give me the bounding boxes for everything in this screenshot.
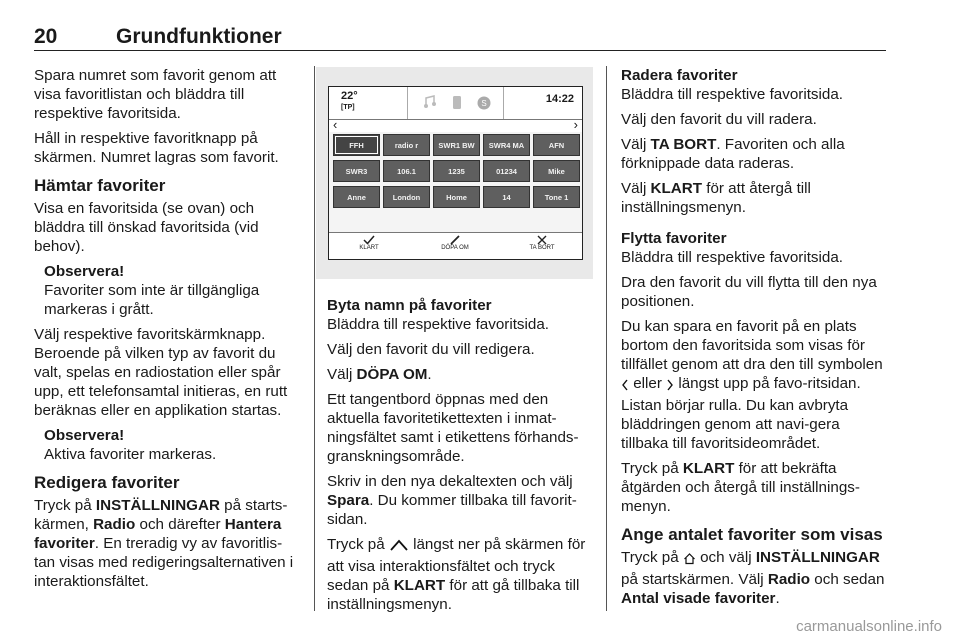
column-left (34, 66, 302, 597)
text-run: Skriv in den nya dekaltexten och välj (327, 473, 573, 490)
svg-text:S: S (481, 99, 487, 108)
section-heading-flytta: Flytta favoriter (621, 230, 727, 247)
note-title: Observera! (44, 427, 125, 444)
text-run: . (427, 366, 432, 383)
text-run: Välj (621, 136, 651, 153)
rename-action[interactable] (425, 235, 485, 251)
page-nav-bar (329, 117, 582, 132)
text-run: . Favoriten och alla förknippade data raderas. (621, 136, 845, 172)
text-run: Du kan spara en favorit på en plats bortom den favoritsida som visas för tillfället genom att dra den till symbolen (621, 318, 883, 373)
term-klart: KLART (393, 577, 446, 594)
term-klart: KLART (650, 180, 703, 197)
favorite-button[interactable]: SWR4 MA (483, 134, 530, 156)
page-header (34, 12, 886, 52)
paragraph (621, 317, 889, 453)
music-icon (423, 95, 437, 114)
paragraph (34, 496, 302, 591)
term-radio: Radio (93, 516, 136, 533)
section-heading-redigera: Redigera favoriter (34, 473, 180, 492)
column-right (621, 66, 889, 614)
paragraph: Håll in respektive favoritknapp på skärmen. Numret lagras som favorit. (34, 130, 279, 166)
paragraph: Visa en favoritsida (se ovan) och bläddra till önskad favoritsida (vid behov). (34, 200, 259, 255)
column-divider (314, 66, 315, 611)
watermark: carmanualsonline.info (796, 618, 942, 635)
divider (407, 87, 408, 119)
rename-label: DÖPA OM (441, 245, 469, 251)
screen-illustration (316, 67, 593, 279)
favorite-button[interactable]: 106.1 (383, 160, 430, 182)
chapter-title: Grundfunktioner (116, 25, 282, 48)
chevron-left-icon[interactable]: ‹ (333, 117, 338, 132)
favorite-button[interactable]: SWR1 BW (433, 134, 480, 156)
paragraph (621, 548, 889, 608)
tp-indicator: [TP] (341, 104, 355, 111)
term-radio: Radio (767, 571, 811, 588)
text-run: och därefter (135, 516, 225, 533)
pencil-icon (449, 235, 461, 245)
note-text: Favoriter som inte är tillgängliga markeras i grått. (44, 282, 260, 318)
text-run: Tryck på (327, 536, 389, 553)
term-hantera-favoriter: Hantera favoriter (34, 516, 282, 552)
interaction-bar (329, 232, 582, 259)
page-number: 20 (34, 25, 58, 48)
chevron-left-icon (621, 377, 629, 396)
favorite-button[interactable]: Anne (333, 186, 380, 208)
term-antal-visade-favoriter: Antal visade favoriter (621, 590, 776, 607)
chevron-up-icon (389, 538, 409, 557)
term-dopa-om: DÖPA OM (356, 366, 428, 383)
paragraph: Välj den favorit du vill radera. (621, 111, 817, 128)
favorite-button[interactable]: Home (433, 186, 480, 208)
text-run: för att gå tillbaka till inställningsmenyn. (327, 577, 580, 613)
phone-icon (452, 95, 462, 115)
paragraph: Välj den favorit du vill redigera. (327, 341, 535, 358)
section-heading-radera: Radera favoriter (621, 67, 738, 84)
favorite-button[interactable]: Mike (533, 160, 580, 182)
term-ta-bort: TA BORT (650, 136, 717, 153)
text-run: och välj (695, 549, 756, 566)
column-divider (606, 66, 607, 611)
favorite-button[interactable]: Tone 1 (533, 186, 580, 208)
paragraph (621, 135, 889, 173)
checkmark-icon (363, 235, 375, 245)
text-run: . (775, 590, 780, 607)
clock: 14:22 (545, 93, 574, 105)
section-heading-ange: Ange antalet favoriter som visas (621, 525, 883, 544)
favorite-button[interactable]: FFH (333, 134, 380, 156)
paragraph (327, 365, 592, 384)
text-run: eller (629, 375, 667, 392)
text-run: på startskärmen. Välj (621, 571, 768, 588)
note-text: Aktiva favoriter markeras. (44, 446, 217, 463)
text-run: längst upp på favo-ritsidan. Listan börjar rulla. Du kan avbryta bläddringen genom att navi-gera tillbaka till favoritsideområdet. (621, 375, 861, 452)
header-rule (34, 50, 886, 51)
temperature: 22° (341, 90, 358, 102)
favorite-button[interactable]: London (383, 186, 430, 208)
column-middle (327, 296, 592, 620)
close-icon (537, 235, 547, 245)
favorite-button[interactable]: 1235 (433, 160, 480, 182)
paragraph (327, 472, 592, 529)
ok-action[interactable] (339, 235, 399, 251)
text-run: längst ner på skärmen för att visa interaktionsfältet och tryck sedan på (327, 536, 586, 594)
chevron-right-icon[interactable]: › (573, 117, 578, 132)
text-run: för att återgå till inställningsmenyn. (621, 180, 811, 216)
status-bar (329, 87, 582, 120)
paragraph: Bläddra till respektive favoritsida. (621, 249, 844, 266)
ok-label: KLART (359, 245, 379, 251)
paragraph: Bläddra till respektive favoritsida. (621, 86, 844, 103)
term-installningar: INSTÄLLNINGAR (755, 549, 880, 566)
favorite-button[interactable]: 01234 (483, 160, 530, 182)
paragraph: Dra den favorit du vill flytta till den nya positionen. (621, 274, 877, 310)
section-heading-hamtar: Hämtar favoriter (34, 176, 166, 195)
home-icon (683, 551, 696, 570)
paragraph: Ett tangentbord öppnas med den aktuella favoritetikettexten i inmat-ningsfältet samt i etikettens förhands-granskningsområde. (327, 391, 579, 465)
delete-action[interactable] (512, 235, 572, 251)
section-heading-byt-namn: Byta namn på favoriter (327, 297, 492, 314)
paragraph: Välj respektive favoritskärmknapp. Beroende på vilken typ av favorit du valt, spelas en radiostation eller spår upp, ett telefonsamtal initieras, en rutt beräknas eller en applikation startas. (34, 326, 288, 419)
favorite-button[interactable]: 14 (483, 186, 530, 208)
text-run: och sedan (810, 571, 885, 588)
paragraph (327, 535, 592, 614)
text-run: Tryck på (621, 460, 683, 477)
note-box (34, 262, 302, 319)
text-run: Välj (327, 366, 357, 383)
term-spara: Spara (327, 492, 370, 509)
note-title: Observera! (44, 263, 125, 280)
term-klart: KLART (682, 460, 735, 477)
divider (503, 87, 504, 119)
text-run: för att bekräfta åtgärden och återgå till inställnings-menyn. (621, 460, 860, 515)
term-installningar: INSTÄLLNINGAR (95, 497, 220, 514)
text-run: . Du kommer tillbaka till favorit-sidan. (327, 492, 577, 528)
note-box (34, 426, 302, 464)
favorite-button[interactable]: AFN (533, 134, 580, 156)
text-run: på starts-kärmen, (34, 497, 288, 533)
text-run: Tryck på (34, 497, 96, 514)
paragraph (621, 179, 889, 217)
nav-compass-icon (477, 96, 491, 115)
favorite-button[interactable]: radio r (383, 134, 430, 156)
delete-label: TA BORT (529, 245, 555, 251)
text-run: . En treradig vy av favoritlis-tan visas med redigeringsalternativen i interaktionsfältet. (34, 535, 294, 590)
paragraph: Spara numret som favorit genom att visa favoritlistan och bläddra till respektive favoritsida. (34, 67, 277, 122)
paragraph: Bläddra till respektive favoritsida. (327, 316, 550, 333)
text-run: Välj (621, 180, 651, 197)
chevron-right-icon (666, 377, 674, 396)
display-frame (328, 86, 583, 260)
text-run: Tryck på (621, 549, 683, 566)
paragraph (621, 459, 889, 516)
favorite-button[interactable]: SWR3 (333, 160, 380, 182)
